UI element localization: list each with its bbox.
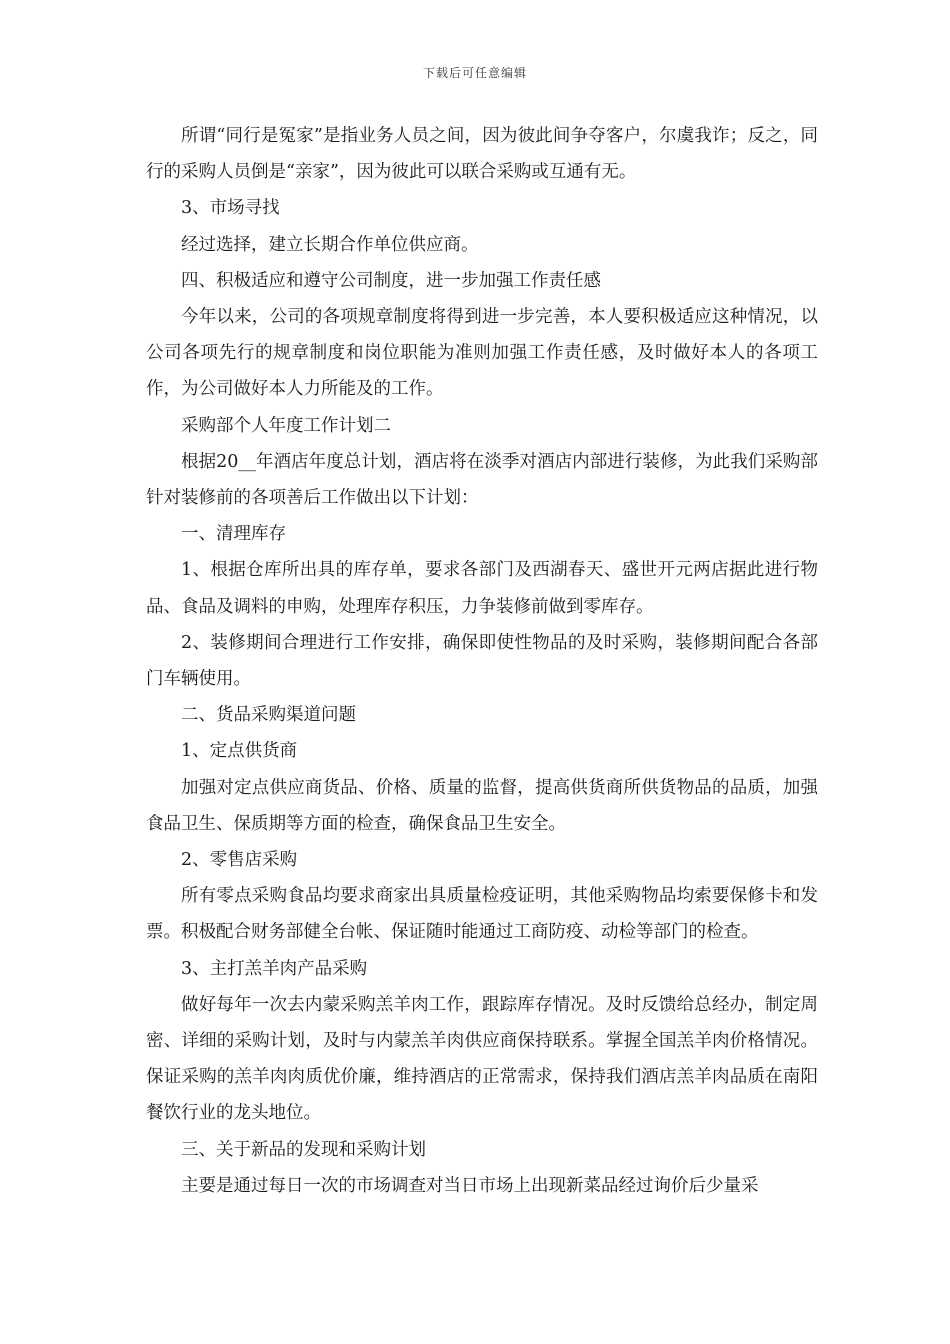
paragraph: 经过选择，建立长期合作单位供应商。 bbox=[181, 234, 479, 255]
section-heading: 四、积极适应和遵守公司制度，进一步加强工作责任感 bbox=[181, 270, 601, 291]
paragraph: 主要是通过每日一次的市场调查对当日市场上出现新菜品经过询价后少量采 bbox=[181, 1175, 759, 1196]
section-heading: 2、零售店采购 bbox=[181, 850, 298, 871]
paragraph: 根据20__年酒店年度总计划，酒店将在淡季对酒店内部进行装修，为此我们采购部针对装修前的各项善后工作做出以下计划： bbox=[146, 451, 818, 509]
section-heading: 3、主打羔羊肉产品采购 bbox=[181, 958, 368, 979]
document-subtitle: 采购部个人年度工作计划二 bbox=[181, 415, 391, 436]
paragraph: 2、装修期间合理进行工作安排，确保即使性物品的及时采购，装修期间配合各部门车辆使用。 bbox=[146, 632, 818, 690]
paragraph: 今年以来，公司的各项规章制度将得到进一步完善，本人要积极适应这种情况，以公司各项先行的规章制度和岗位职能为准则加强工作责任感，及时做好本人的各项工作，为公司做好本人力所能及的工作。 bbox=[146, 307, 818, 400]
paragraph: 所谓“同行是冤家”是指业务人员之间，因为彼此间争夺客户，尔虞我诈；反之，同行的采购人员倒是“亲家”，因为彼此可以联合采购或互通有无。 bbox=[146, 126, 818, 183]
paragraph: 做好每年一次去内蒙采购羔羊肉工作，跟踪库存情况。及时反馈给总经办，制定周密、详细的采购计划，及时与内蒙羔羊肉供应商保持联系。掌握全国羔羊肉价格情况。保证采购的羔羊肉肉质优价廉，维持酒店的正常需求，保持我们酒店羔羊肉品质在南阳餐饮行业的龙头地位。 bbox=[146, 994, 818, 1124]
paragraph: 所有零点采购食品均要求商家出具质量检疫证明，其他采购物品均索要保修卡和发票。积极配合财务部健全台帐、保证随时能通过工商防疫、动检等部门的检查。 bbox=[146, 886, 818, 943]
section-heading: 1、定点供货商 bbox=[181, 741, 298, 762]
section-heading: 二、货品采购渠道问题 bbox=[181, 705, 356, 726]
paragraph: 加强对定点供应商货品、价格、质量的监督，提高供货商所供货物品的品质，加强食品卫生、保质期等方面的检查，确保食品卫生安全。 bbox=[146, 777, 818, 834]
section-heading: 3、市场寻找 bbox=[181, 198, 280, 219]
section-heading: 三、关于新品的发现和采购计划 bbox=[181, 1139, 426, 1160]
page-header: 下载后可任意编辑 bbox=[422, 66, 527, 80]
paragraph: 1、根据仓库所出具的库存单，要求各部门及西湖春天、盛世开元两店据此进行物品、食品及调料的申购，处理库存积压，力争装修前做到零库存。 bbox=[146, 560, 818, 617]
section-heading: 一、清理库存 bbox=[181, 524, 286, 545]
document-body bbox=[146, 118, 818, 1204]
